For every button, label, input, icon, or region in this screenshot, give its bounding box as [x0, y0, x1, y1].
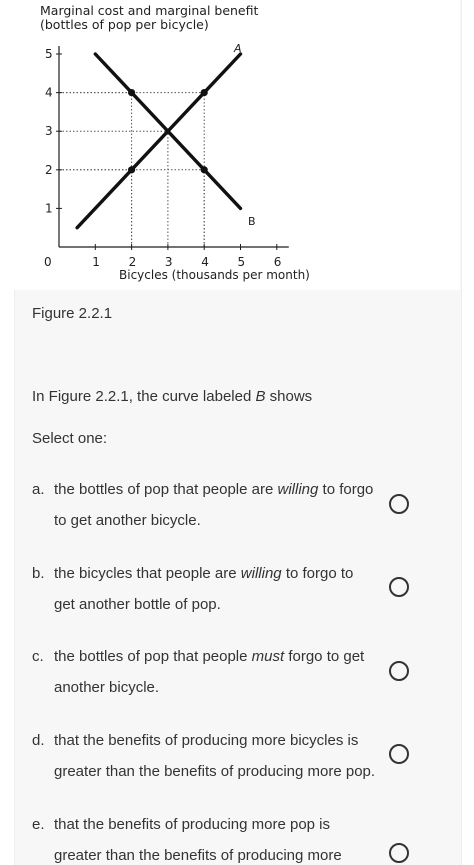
question-suffix: shows	[265, 388, 313, 405]
option-letter: a.	[32, 481, 45, 498]
option-text-part: to forgo	[318, 481, 374, 498]
option-c-radio[interactable]	[389, 661, 409, 681]
curve-a-point	[128, 166, 135, 173]
y-tick-label: 5	[45, 47, 53, 61]
x-tick-label: 5	[237, 255, 246, 269]
question-italic: B	[255, 388, 266, 405]
x-tick-label: 2	[128, 255, 137, 269]
y-tick-label: 1	[45, 201, 53, 216]
option-text	[54, 474, 389, 536]
chart-title-line1: Marginal cost and marginal benefit	[40, 3, 259, 18]
x-tick-label: 1	[92, 255, 100, 269]
option-text-part: to forgo to	[281, 565, 354, 582]
option-text-part: that the benefits of producing more pop is	[54, 816, 331, 833]
y-tick-label: 2	[45, 162, 53, 177]
select-one-label: Select one:	[32, 430, 108, 447]
option-text	[54, 809, 389, 865]
option-text	[54, 641, 389, 703]
option-text-line2: another bicycle.	[54, 679, 160, 696]
option-text-line2: to get another bicycle.	[54, 512, 201, 529]
x-tick-label: 0	[44, 255, 52, 269]
option-text-italic: must	[251, 648, 285, 665]
option-letter: c.	[32, 648, 44, 665]
option-e-radio[interactable]	[389, 843, 409, 863]
option-text-line2: greater than the benefits of producing more	[54, 847, 342, 864]
curve-a-point	[201, 89, 208, 96]
option-letter: d.	[32, 732, 45, 749]
question-prefix: In Figure 2.2.1, the curve labeled	[32, 388, 256, 405]
option-text-part: that the benefits of producing more bicycles is	[54, 732, 359, 749]
option-text-part: the bottles of pop that people	[54, 648, 252, 665]
figure-caption: Figure 2.2.1	[32, 305, 113, 322]
curve-b-label: B	[248, 215, 256, 228]
x-axis-label: Bicycles (thousands per month)	[119, 268, 310, 282]
option-text-line2: get another bottle of pop.	[54, 596, 221, 613]
marginal-cost-benefit-chart	[0, 0, 474, 300]
option-text-italic: willing	[277, 481, 319, 498]
option-text	[54, 558, 389, 620]
option-text-part: forgo to get	[284, 648, 365, 665]
question-text	[32, 388, 312, 405]
option-text	[54, 725, 389, 787]
option-b-radio[interactable]	[389, 577, 409, 597]
chart-tick-labels	[44, 47, 281, 269]
option-text-part: the bicycles that people are	[54, 565, 241, 582]
curve-b-point	[201, 166, 208, 173]
y-tick-label: 4	[45, 85, 53, 100]
option-text-part: the bottles of pop that people are	[54, 481, 278, 498]
curve-a-label: A	[234, 42, 242, 55]
x-tick-label: 6	[273, 255, 282, 269]
curve-a	[77, 54, 240, 228]
x-tick-label: 4	[201, 255, 209, 269]
option-text-italic: willing	[240, 565, 282, 582]
option-letter: b.	[32, 565, 45, 582]
y-tick-label: 3	[45, 124, 53, 139]
option-text-line2: greater than the benefits of producing more pop.	[54, 763, 376, 780]
x-tick-label: 3	[164, 255, 173, 269]
curve-b-point	[128, 89, 135, 96]
option-letter: e.	[32, 816, 45, 833]
option-d-radio[interactable]	[389, 744, 409, 764]
chart-title-line2: (bottles of pop per bicycle)	[40, 17, 209, 32]
option-a-radio[interactable]	[389, 494, 409, 514]
chart-curves	[77, 54, 240, 228]
